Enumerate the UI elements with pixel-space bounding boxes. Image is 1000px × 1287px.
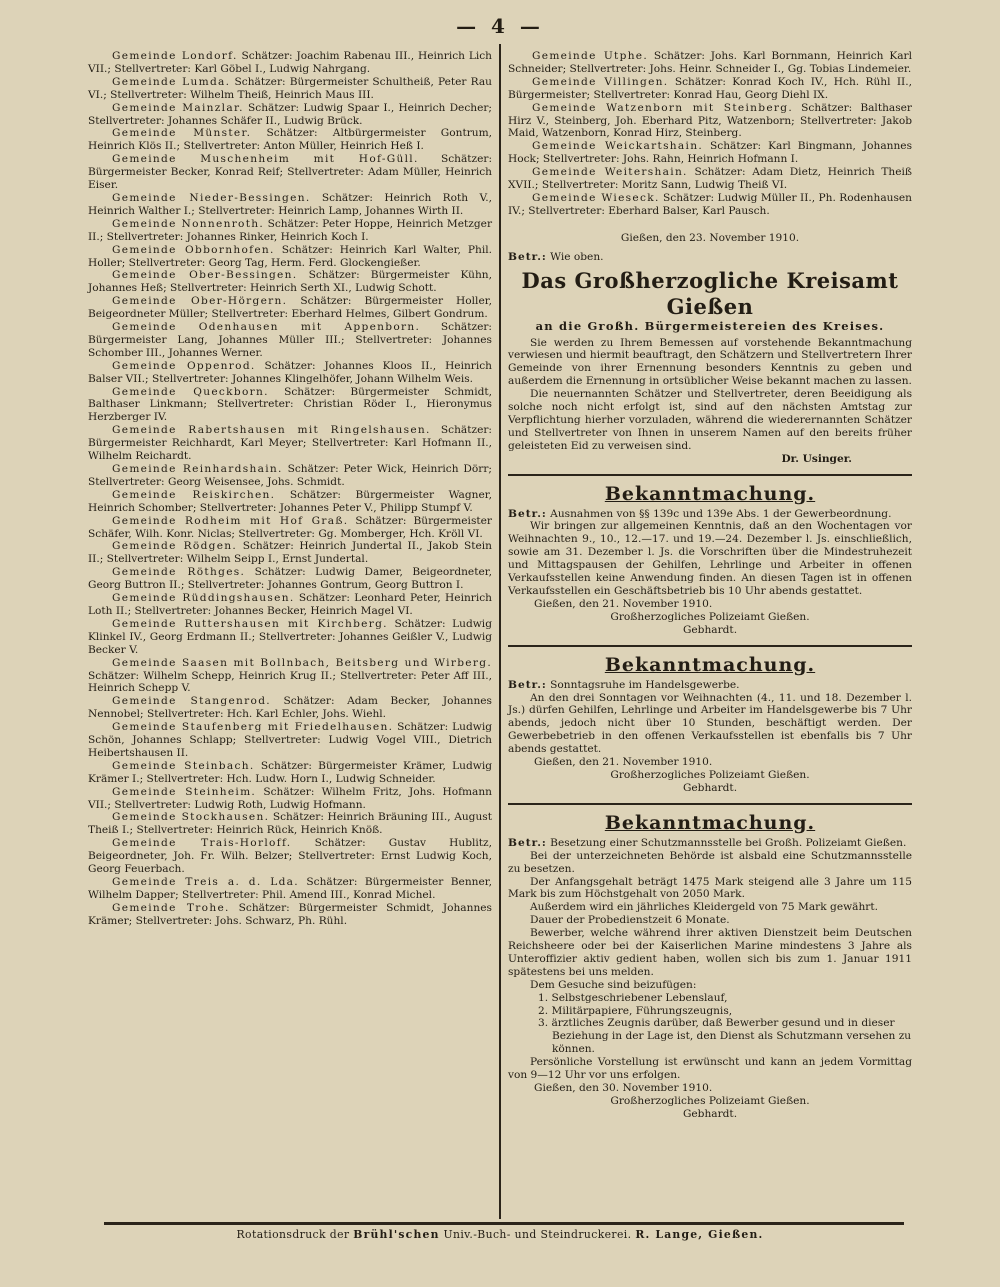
notice-3-list-item: 2. Militärpapiere, Führungszeugnis,: [538, 1004, 733, 1017]
notice-1-betr-text: Ausnahmen von §§ 139c und 139e Abs. 1 der Gewerbeordnung.: [550, 507, 892, 520]
municipality-name: Gemeinde Rüddingshausen.: [112, 592, 295, 605]
municipality-appointees: Schätzer: Johs. Karl Bornmann, Heinrich Karl Schneider; Stellvertreter: Johs. Heinr. Schneider I., Gg. Tobias Lindemeier.: [508, 50, 912, 75]
notice-3-betr-label: Betr.:: [508, 836, 547, 849]
municipality-entry: [88, 489, 492, 515]
municipality-entry: [88, 127, 492, 153]
printer-mid: Univ.-Buch- und Steindruckerei.: [443, 1228, 632, 1241]
municipality-name: Gemeinde Rabertshausen mit Ringelshausen.: [112, 424, 431, 437]
municipality-appointees: Schätzer: Bürgermeister Krämer, Ludwig Krämer I.; Stellvertreter: Hch. Ludw. Horn I., Ludwig Schneider.: [88, 759, 493, 785]
municipality-name: Gemeinde Ober-Bessingen.: [112, 269, 298, 282]
municipality-appointees: Schätzer: Balthaser Hirz V., Steinberg, Joh. Eberhard Pitz, Watzenborn; Stellvertreter: Jakob Maid, Watzenborn, Konrad Hirz, Steinberg.: [508, 101, 912, 140]
kreisamt-paragraph-1: Sie werden zu Ihrem Bemessen auf vorstehende Bekanntmachung verwiesen und hiermit beauftragt, den Schätzern und Stellvertretern Ihrer Gemeinde von ihrer Ernennung besonders Kenntnis zu geben und außerdem die Ernennung in ortsüblicher Weise bekannt machen zu lassen.: [508, 336, 912, 388]
municipality-name: Gemeinde Watzenborn mit Steinberg.: [532, 101, 794, 114]
municipality-entry: [88, 102, 492, 128]
notice-1-date: Gießen, den 21. November 1910.: [534, 597, 713, 610]
column-divider: [499, 44, 501, 1219]
page-number: — 4 —: [456, 14, 544, 38]
municipality-entry: [88, 360, 492, 386]
municipality-appointees: Schätzer: Gustav Hublitz, Beigeordneter, Joh. Fr. Wilh. Belzer; Stellvertreter: Ernst Ludwig Koch, Georg Feuerbach.: [88, 837, 492, 876]
notice-3-list-item: 3. ärztliches Zeugnis darüber, daß Bewerber gesund und in dieser Beziehung in der Lage ist, den Dienst als Schutzmann versehen zu können.: [538, 1017, 912, 1056]
notice-3-paragraph-2: Der Anfangsgehalt beträgt 1475 Mark steigend alle 3 Jahre um 115 Mark bis zum Höchstgehalt von 2050 Mark.: [508, 875, 912, 901]
municipality-appointees: Schätzer: Heinrich Karl Walter, Phil. Holler; Stellvertreter: Georg Tag, Herm. Ferd. Glockengießer.: [88, 243, 492, 269]
municipality-name: Gemeinde Röthges.: [112, 566, 246, 579]
notice-1-authority: Großherzogliches Polizeiamt Gießen.: [610, 610, 810, 623]
municipality-appointees: Schätzer: Leonhard Peter, Heinrich Loth II.; Stellvertreter: Johannes Becker, Heinrich Magel VI.: [88, 592, 492, 617]
municipality-appointees: Schätzer: Bürgermeister Schultheiß, Peter Rau VI.; Stellvertreter: Wilhelm Theiß, Heinrich Maus III.: [88, 75, 493, 101]
municipality-appointees: Schätzer: Wilhelm Fritz, Johs. Hofmann VII.; Stellvertreter: Ludwig Roth, Ludwig Hofmann.: [88, 785, 492, 811]
municipality-entry: [88, 760, 492, 786]
municipality-entry: [88, 295, 492, 321]
municipality-appointees: Schätzer: Ludwig Damer, Beigeordneter, Georg Buttron II.; Stellvertreter: Johannes Gontrum, Georg Buttron I.: [88, 566, 492, 592]
notice-2-betr: [508, 679, 912, 692]
municipality-entry: [88, 192, 492, 218]
municipality-entry: [88, 786, 492, 812]
municipality-entry: [88, 424, 492, 463]
municipality-entry: [508, 166, 912, 192]
municipality-appointees: Schätzer: Peter Wick, Heinrich Dörr; Stellvertreter: Georg Weisensee, Johs. Schmidt.: [88, 463, 492, 488]
municipality-appointees: Schätzer: Johannes Kloos II., Heinrich Balser VII.; Stellvertreter: Johannes Klingelhöfer, Johann Wilhelm Weis.: [88, 359, 492, 385]
kreisamt-betr: [508, 251, 912, 264]
municipality-name: Gemeinde Utphe.: [532, 50, 649, 62]
notice-3-paragraph-1: Bei der unterzeichneten Behörde ist alsbald eine Schutzmannsstelle zu besetzen.: [508, 849, 912, 875]
municipality-name: Gemeinde Villingen.: [532, 75, 669, 88]
notice-1-paragraph: Wir bringen zur allgemeinen Kenntnis, daß an den Wochentagen vor Weihnachten 9., 10., 12.—17. und 19.—24. Dezember l. Js. einschließlich, sowie am 31. Dezember l. Js. die Vorschriften über die Mindestruhezeit und Mittagspausen der Gehilfen, Lehrlinge und Arbeiter in offenen Verkaufsstellen keine Anwendung finden. An diesen Tagen ist in offenen Verkaufsstellen ein Geschäftsbetrieb bis 10 Uhr abends gestattet.: [508, 520, 912, 597]
kreisamt-title: Das Großherzogliche Kreisamt Gießen: [521, 267, 899, 319]
municipality-name: Gemeinde Treis a. d. Lda.: [112, 876, 299, 888]
municipality-appointees: Schätzer: Altbürgermeister Gontrum, Heinrich Klös II.; Stellvertreter: Anton Müller, Heinrich Heß I.: [88, 127, 493, 153]
notice-2-title: Bekanntmachung.: [604, 653, 816, 676]
municipality-name: Gemeinde Trais-Horloff.: [112, 837, 292, 850]
divider-rule: [508, 645, 912, 647]
kreisamt-paragraph-2: Die neuernannten Schätzer und Stellvertreter, deren Beeidigung als solche noch nicht erfolgt ist, sind auf den nächsten Amtstag zur Verpflichtung hierher vorzuladen, während die wiederernannten Schätzer und Stellvertreter von Ihnen in unserem Namen auf den bereits früher geleisteten Eid zu verweisen sind.: [508, 388, 912, 452]
kreisamt-notice: [508, 232, 912, 466]
municipality-entry: [88, 837, 492, 876]
kreisamt-betr-label: Betr.:: [508, 250, 547, 263]
municipality-entry: [88, 721, 492, 760]
notice-1-signature: Gebhardt.: [682, 623, 738, 636]
municipality-entry: [88, 515, 492, 541]
municipality-entry: [88, 153, 492, 192]
notice-police-position: [508, 811, 912, 1121]
notice-3-betr-text: Besetzung einer Schutzmannsstelle bei Großh. Polizeiamt Gießen.: [550, 836, 907, 849]
right-column: [508, 50, 912, 1121]
municipality-appointees: Schätzer: Ludwig Spaar I., Heinrich Decher; Stellvertreter: Johannes Schäfer II., Ludwig Brück.: [88, 101, 492, 127]
municipality-entry: [88, 876, 492, 902]
municipality-appointees: Schätzer: Heinrich Jundertal II., Jakob Stein II.; Stellvertreter: Wilhelm Seipp I., Ernst Jundertal.: [88, 540, 493, 566]
municipality-name: Gemeinde Münster.: [112, 127, 252, 140]
municipality-appointees: Schätzer: Bürgermeister Schmidt, Balthaser Linkmann; Stellvertreter: Christian Röder I., Hieronymus Herzberger IV.: [88, 385, 492, 424]
municipality-appointees: Schätzer: Bürgermeister Holler, Beigeordneter Müller; Stellvertreter: Eberhard Helmes, Gilbert Gondrum.: [88, 295, 492, 321]
municipality-entry: [88, 463, 492, 489]
municipality-entry: [88, 592, 492, 618]
notice-2-date: Gießen, den 21. November 1910.: [534, 756, 713, 769]
municipality-entry: [508, 50, 912, 76]
municipality-entry: [88, 76, 492, 102]
notice-sunday-rest: [508, 653, 912, 795]
municipality-entry: [88, 618, 492, 657]
notice-3-title: Bekanntmachung.: [604, 811, 816, 834]
divider-rule: [508, 803, 912, 805]
municipality-name: Gemeinde Odenhausen mit Appenborn.: [112, 321, 421, 334]
kreisamt-subtitle: an die Großh. Bürgermeistereien des Kreises.: [535, 318, 885, 333]
notice-3-betr: [508, 837, 912, 850]
municipality-name: Gemeinde Muschenheim mit Hof-Güll.: [112, 153, 419, 166]
notice-2-betr-text: Sonntagsruhe im Handelsgewerbe.: [550, 678, 740, 691]
municipality-appointees: Schätzer: Ludwig Klinkel IV., Georg Erdmann II.; Stellvertreter: Johannes Geißler V., Ludwig Becker V.: [88, 617, 492, 656]
municipality-name: Gemeinde Saasen mit Bollnbach, Beitsberg und Wirberg.: [112, 656, 492, 669]
municipality-appointees: Schätzer: Bürgermeister Wagner, Heinrich Schomber; Stellvertreter: Johannes Peter V., Philipp Stumpf V.: [88, 488, 493, 514]
municipality-entry: [508, 140, 912, 166]
municipality-name: Gemeinde Stangenrod.: [112, 695, 271, 708]
municipality-name: Gemeinde Weitershain.: [532, 166, 688, 179]
kreisamt-signature: Dr. Usinger.: [781, 452, 852, 465]
municipality-name: Gemeinde Staufenberg mit Friedelhausen.: [112, 721, 394, 734]
notice-3-paragraph-3: Außerdem wird ein jährliches Kleidergeld von 75 Mark gewährt.: [530, 901, 878, 914]
notice-3-authority: Großherzogliches Polizeiamt Gießen.: [610, 1094, 810, 1107]
municipality-name: Gemeinde Ober-Hörgern.: [112, 295, 288, 308]
municipality-appointees: Schätzer: Bürgermeister Benner, Wilhelm Dapper; Stellvertreter: Phil. Amend III., Konrad Michel.: [88, 876, 492, 901]
municipality-name: Gemeinde Mainzlar.: [112, 101, 244, 114]
notice-1-betr: [508, 508, 912, 521]
printer-imprint: [0, 1228, 1000, 1241]
municipality-appointees: Schätzer: Konrad Koch IV., Hch. Rühl II., Bürgermeister; Stellvertreter: Konrad Hau, Georg Diehl IX.: [508, 75, 912, 101]
municipality-appointees: Schätzer: Karl Bingmann, Johannes Hock; Stellvertreter: Johs. Rahn, Heinrich Hofmann I.: [508, 140, 913, 166]
municipality-name: Gemeinde Nonnenroth.: [112, 217, 265, 230]
municipality-entry: [508, 76, 912, 102]
municipality-name: Gemeinde Queckborn.: [112, 385, 269, 398]
municipality-entry: [88, 321, 492, 360]
municipality-appointees: Schätzer: Wilhelm Schepp, Heinrich Krug II.; Stellvertreter: Peter Aff III., Heinrich Schepp V.: [88, 669, 492, 695]
printer-owner: R. Lange, Gießen.: [635, 1228, 764, 1241]
municipality-entry: [88, 386, 492, 425]
municipality-appointees: Schätzer: Heinrich Roth V., Heinrich Walther I.; Stellvertreter: Heinrich Lamp, Johannes Wirth II.: [88, 191, 492, 217]
left-column: [88, 50, 492, 928]
municipality-entry: [88, 902, 492, 928]
municipality-appointees: Schätzer: Peter Hoppe, Heinrich Metzger II.; Stellvertreter: Johannes Rinker, Heinrich Koch I.: [88, 217, 493, 243]
municipality-name: Gemeinde Steinbach.: [112, 759, 255, 772]
municipality-name: Gemeinde Rodheim mit Hof Graß.: [112, 514, 349, 527]
municipality-name: Gemeinde Trohe.: [112, 901, 230, 914]
municipality-name: Gemeinde Obbornhofen.: [112, 243, 275, 256]
municipality-entry: [88, 540, 492, 566]
municipality-entry: [88, 244, 492, 270]
municipality-name: Gemeinde Rödgen.: [112, 540, 238, 553]
municipality-appointees: Schätzer: Bürgermeister Becker, Konrad Reif; Stellvertreter: Adam Müller, Heinrich Eiser.: [88, 153, 493, 192]
municipality-entry: [508, 102, 912, 141]
notice-3-paragraph-7: Persönliche Vorstellung ist erwünscht und kann an jedem Vormittag von 9—12 Uhr vor uns erfolgen.: [508, 1056, 912, 1082]
printer-pre: Rotationsdruck der: [236, 1228, 350, 1241]
municipality-name: Gemeinde Lumda.: [112, 75, 231, 88]
municipality-appointees: Schätzer: Ludwig Müller II., Ph. Rodenhausen IV.; Stellvertreter: Eberhard Balser, Karl Pausch.: [508, 191, 912, 217]
municipality-name: Gemeinde Nieder-Bessingen.: [112, 191, 311, 204]
notice-1-betr-label: Betr.:: [508, 507, 547, 520]
municipality-name: Gemeinde Steinheim.: [112, 785, 257, 798]
municipality-name: Gemeinde Wieseck.: [532, 191, 660, 204]
notice-2-betr-label: Betr.:: [508, 678, 547, 691]
notice-2-signature: Gebhardt.: [682, 781, 738, 794]
printer-name: Brühl'schen: [353, 1228, 440, 1241]
notice-1-title: Bekanntmachung.: [604, 482, 816, 505]
municipality-entry: [88, 269, 492, 295]
kreisamt-betr-text: Wie oben.: [550, 250, 604, 263]
municipality-appointees: Schätzer: Bürgermeister Reichhardt, Karl Meyer; Stellvertreter: Karl Hofmann II., Wilhelm Reichardt.: [88, 424, 492, 463]
notice-3-date: Gießen, den 30. November 1910.: [534, 1082, 713, 1094]
municipality-appointees: Schätzer: Heinrich Bräuning III., August Theiß I.; Stellvertreter: Heinrich Rück, Heinrich Knöß.: [88, 811, 492, 837]
municipality-entry: [88, 566, 492, 592]
municipality-entry: [88, 218, 492, 244]
municipality-name: Gemeinde Stockhausen.: [112, 811, 270, 824]
municipality-entry: [88, 811, 492, 837]
municipality-name: Gemeinde Weickartshain.: [532, 140, 704, 153]
municipality-entry: [88, 695, 492, 721]
municipality-appointees: Schätzer: Bürgermeister Schmidt, Johannes Krämer; Stellvertreter: Johs. Schwarz, Ph. Rühl.: [88, 901, 492, 927]
municipality-name: Gemeinde Reiskirchen.: [112, 488, 276, 501]
kreisamt-date: Gießen, den 23. November 1910.: [620, 231, 800, 244]
municipality-name: Gemeinde Reinhardshain.: [112, 463, 283, 475]
notice-2-paragraph: An den drei Sonntagen vor Weihnachten (4., 11. und 18. Dezember l. Js.) dürfen Gehilfen, Lehrlinge und Arbeiter im Handelsgewerbe bis 7 Uhr abends, jedoch nicht über 10 Stunden, beschäftigt werden. Der Gewerbebetrieb in den offenen Verkaufsstellen ist ebenfalls bis 7 Uhr abends gestattet.: [508, 691, 912, 756]
municipality-name: Gemeinde Londorf.: [112, 50, 238, 62]
notice-3-list-item: 1. Selbstgeschriebener Lebenslauf,: [538, 991, 728, 1004]
municipality-entry: [88, 50, 492, 76]
notice-3-paragraph-5: Bewerber, welche während ihrer aktiven Dienstzeit beim Deutschen Reichsheere oder bei der Kaiserlichen Marine mindestens 3 Jahre als Unteroffizier aktiv gedient haben, wollen sich bis zum 1. Januar 1911 spätestens bei uns melden.: [508, 927, 912, 978]
notice-holiday-hours: [508, 482, 912, 637]
notice-3-paragraph-6: Dem Gesuche sind beizufügen:: [530, 978, 697, 991]
municipality-appointees: Schätzer: Adam Dietz, Heinrich Theiß XVII.; Stellvertreter: Moritz Sann, Ludwig Theiß VI.: [508, 166, 912, 192]
municipality-name: Gemeinde Ruttershausen mit Kirchberg.: [112, 617, 388, 630]
municipality-appointees: Schätzer: Bürgermeister Kühn, Johannes Heß; Stellvertreter: Heinrich Serth XI., Ludwig Schott.: [88, 269, 492, 295]
municipality-entry: [88, 657, 492, 696]
municipality-name: Gemeinde Oppenrod.: [112, 359, 256, 372]
notice-2-authority: Großherzogliches Polizeiamt Gießen.: [610, 768, 810, 781]
notice-3-paragraph-4: Dauer der Probedienstzeit 6 Monate.: [530, 914, 730, 927]
municipality-entry: [508, 192, 912, 218]
right-column-entries: [508, 50, 912, 218]
municipality-appointees: Schätzer: Joachim Rabenau III., Heinrich Lich VII.; Stellvertreter: Karl Göbel I., Ludwig Nahrgang.: [88, 50, 493, 75]
notice-3-signature: Gebhardt.: [682, 1107, 738, 1120]
municipality-appointees: Schätzer: Adam Becker, Johannes Nennobel; Stellvertreter: Hch. Karl Echler, Johs. Wiehl.: [88, 695, 492, 721]
divider-rule: [508, 474, 912, 476]
footer-rule: [104, 1222, 904, 1225]
municipality-appointees: Schätzer: Bürgermeister Schäfer, Wilh. Konr. Niclas; Stellvertreter: Gg. Momberger, Hch. Kröll VI.: [88, 514, 492, 540]
municipality-appointees: Schätzer: Ludwig Schön, Johannes Schlapp; Stellvertreter: Ludwig Vogel VIII., Dietrich Heibertshausen II.: [88, 721, 492, 759]
municipality-appointees: Schätzer: Bürgermeister Lang, Johannes Müller III.; Stellvertreter: Johannes Schomber III., Johannes Werner.: [88, 321, 492, 359]
